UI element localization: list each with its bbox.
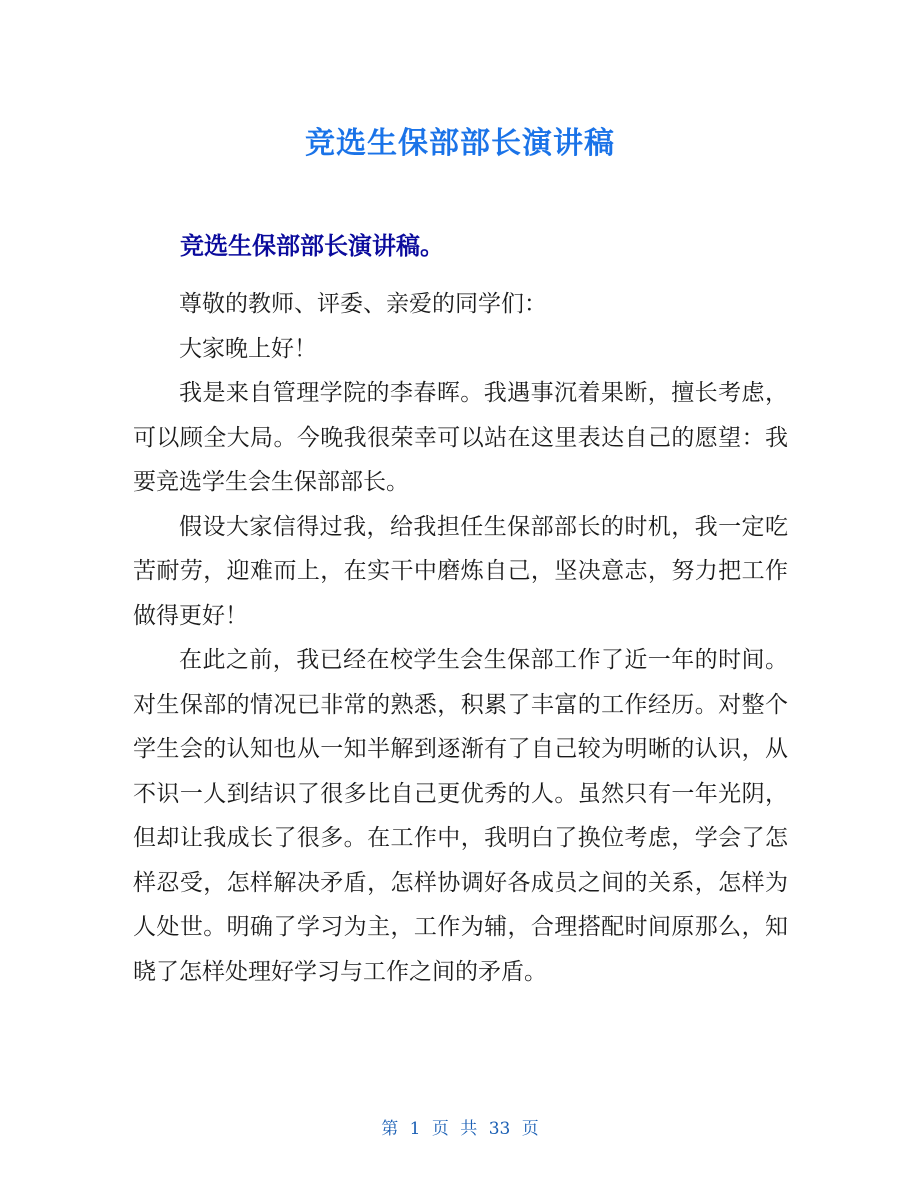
paragraph-introduction: 我是来自管理学院的李春晖。我遇事沉着果断，擅长考虑，可以顾全大局。今晚我很荣幸可以站在这里表达自己的愿望：我要竞选学生会生保部部长。	[133, 380, 788, 495]
document-title: 竞选生保部部长演讲稿	[305, 126, 615, 161]
paragraph-experience: 在此之前，我已经在校学生会生保部工作了近一年的时间。对生保部的情况已非常的熟悉，积累了丰富的工作经历。对整个学生会的认知也从一知半解到逐渐有了自己较为明晰的认识，从不识一人到结识了很多比自己更优秀的人。虽然只有一年光阴，但却让我成长了很多。在工作中，我明白了换位考虑，学会了怎样忍受，怎样解决矛盾，怎样协调好各成员之间的关系，怎样为人处世。明确了学习为主，工作为辅，合理搭配时间原那么，知晓了怎样处理好学习与工作之间的矛盾。	[133, 647, 788, 985]
paragraph-salutation: 大家晚上好！	[179, 335, 317, 362]
page-number-footer: 第 1 页 共 33 页	[381, 1119, 539, 1139]
paragraph-greeting: 尊敬的教师、评委、亲爱的同学们：	[179, 291, 547, 317]
document-body	[133, 282, 788, 994]
paragraph-commitment: 假设大家信得过我，给我担任生保部部长的时机，我一定吃苦耐劳，迎难而上，在实干中磨炼自己，坚决意志，努力把工作做得更好！	[133, 513, 788, 629]
document-subtitle: 竞选生保部部长演讲稿。	[180, 232, 444, 260]
